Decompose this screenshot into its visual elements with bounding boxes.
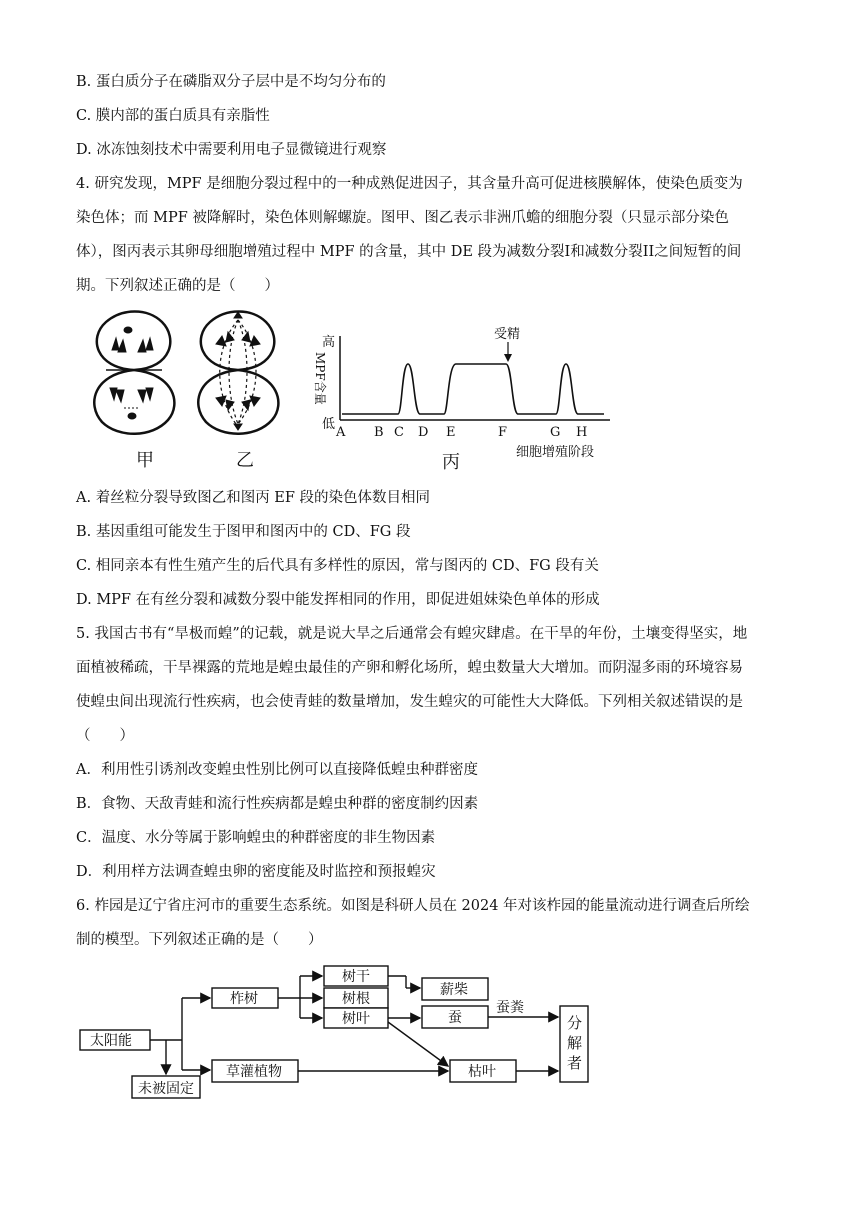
annotation-arrowhead (504, 354, 512, 362)
label-sun: 太阳能 (90, 1033, 132, 1049)
label-silkworm: 蚕 (448, 1010, 462, 1026)
label-trunk: 树干 (342, 969, 370, 985)
label-firewood: 薪柴 (440, 982, 468, 998)
q4-option-c: C. 相同亲本有性生殖产生的后代具有多样性的原因，常与图丙的 CD、FG 段有关 (76, 558, 599, 574)
label-decomposer (567, 1014, 582, 1072)
decomposer-char: 分 (567, 1014, 583, 1032)
label-shrub: 草灌植物 (226, 1064, 282, 1080)
q5-stem-line-3: 使蝗虫间出现流行性疾病，也会使青蛙的数量增加，发生蝗灾的可能性大大降低。下列相关叙述错误的是 (76, 694, 743, 710)
q5-stem-line-2: 面植被稀疏，干旱裸露的荒地是蝗虫最佳的产卵和孵化场所，蝗虫数量大大增加。而阴湿多雨的环境容易 (76, 660, 743, 676)
q6-diagram-svg (76, 962, 596, 1112)
q5-option-d: D．利用样方法调查蝗虫卵的密度能及时监控和预报蝗灾 (76, 864, 436, 880)
label-root: 树根 (342, 991, 370, 1007)
q5-stem-line-4: （ ） (76, 728, 134, 744)
q5-option-c: C．温度、水分等属于影响蝗虫的种群密度的非生物因素 (76, 830, 436, 846)
q4-option-b: B. 基因重组可能发生于图甲和图丙中的 CD、FG 段 (76, 524, 411, 540)
q5-option-a: A．利用性引诱剂改变蝗虫性别比例可以直接降低蝗虫种群密度 (76, 762, 478, 778)
x-tick-G: G (550, 425, 561, 440)
q4-stem-line-1: 4. 研究发现，MPF 是细胞分裂过程中的一种成熟促进因子，其含量升高可促进核膜解体，使染色质变为 (76, 176, 743, 192)
x-tick-H: H (576, 425, 588, 440)
x-tick-A: A (336, 425, 346, 440)
decomposer-char: 者 (567, 1054, 583, 1072)
q6-stem-line-1: 6. 柞园是辽宁省庄河市的重要生态系统。如图是科研人员在 2024 年对该柞园的能量流动进行调查后所绘 (76, 898, 750, 914)
label-silkworm-feces: 蚕粪 (496, 1000, 524, 1016)
q3-option-d: D. 冰冻蚀刻技术中需要利用电子显微镜进行观察 (76, 142, 387, 158)
q4-option-d: D. MPF 在有丝分裂和减数分裂中能发挥相同的作用，即促进姐妹染色单体的形成 (76, 592, 600, 608)
x-tick-E: E (446, 425, 456, 440)
q3-option-c: C. 膜内部的蛋白质具有亲脂性 (76, 108, 270, 124)
label-oak: 柞树 (230, 991, 258, 1007)
mpf-curve (342, 364, 604, 414)
x-axis-label: 细胞增殖阶段 (516, 445, 595, 460)
q3-option-b: B. 蛋白质分子在磷脂双分子层中是不均匀分布的 (76, 74, 386, 90)
y-axis-low: 低 (322, 417, 336, 432)
decomposer-char: 解 (567, 1034, 583, 1052)
q6-stem-line-2: 制的模型。下列叙述正确的是（ ） (76, 932, 323, 948)
x-tick-C: C (394, 425, 404, 440)
q4-figure (76, 308, 636, 480)
x-tick-B: B (374, 425, 384, 440)
x-tick-D: D (418, 425, 429, 440)
label-jia: 甲 (136, 450, 154, 471)
label-unfixed: 未被固定 (138, 1081, 194, 1097)
q4-stem-line-3: 体），图丙表示其卵母细胞增殖过程中 MPF 的含量，其中 DE 段为减数分裂I和减数分裂II之间短暂的间 (76, 244, 742, 260)
q4-stem-line-4: 期。下列叙述正确的是（ ） (76, 278, 279, 294)
label-leaf: 树叶 (342, 1011, 370, 1027)
x-tick-F: F (498, 425, 508, 440)
q4-stem-line-2: 染色体；而 MPF 被降解时，染色体则解螺旋。图甲、图乙表示非洲爪蟾的细胞分裂（只显示部分染色 (76, 210, 729, 226)
q4-figure-svg (76, 308, 636, 480)
q6-diagram (76, 962, 596, 1112)
y-axis-label: MPF含量 (313, 352, 327, 405)
q5-option-b: B．食物、天敌青蛙和流行性疾病都是蝗虫种群的密度制约因素 (76, 796, 479, 812)
label-litter: 枯叶 (468, 1064, 496, 1080)
q4-option-a: A. 着丝粒分裂导致图乙和图丙 EF 段的染色体数目相同 (76, 490, 431, 506)
y-axis-high: 高 (322, 335, 336, 350)
graph-bing (313, 326, 610, 460)
annotation-fertilization: 受精 (494, 327, 521, 342)
label-yi: 乙 (236, 450, 254, 471)
x-axis-ticks (335, 425, 587, 440)
cell-yi (198, 312, 278, 434)
q5-stem-line-1: 5. 我国古书有“旱极而蝗”的记载，就是说大旱之后通常会有蝗灾肆虐。在干旱的年份，土壤变得坚实，地 (76, 626, 748, 642)
label-bing: 丙 (442, 452, 460, 473)
